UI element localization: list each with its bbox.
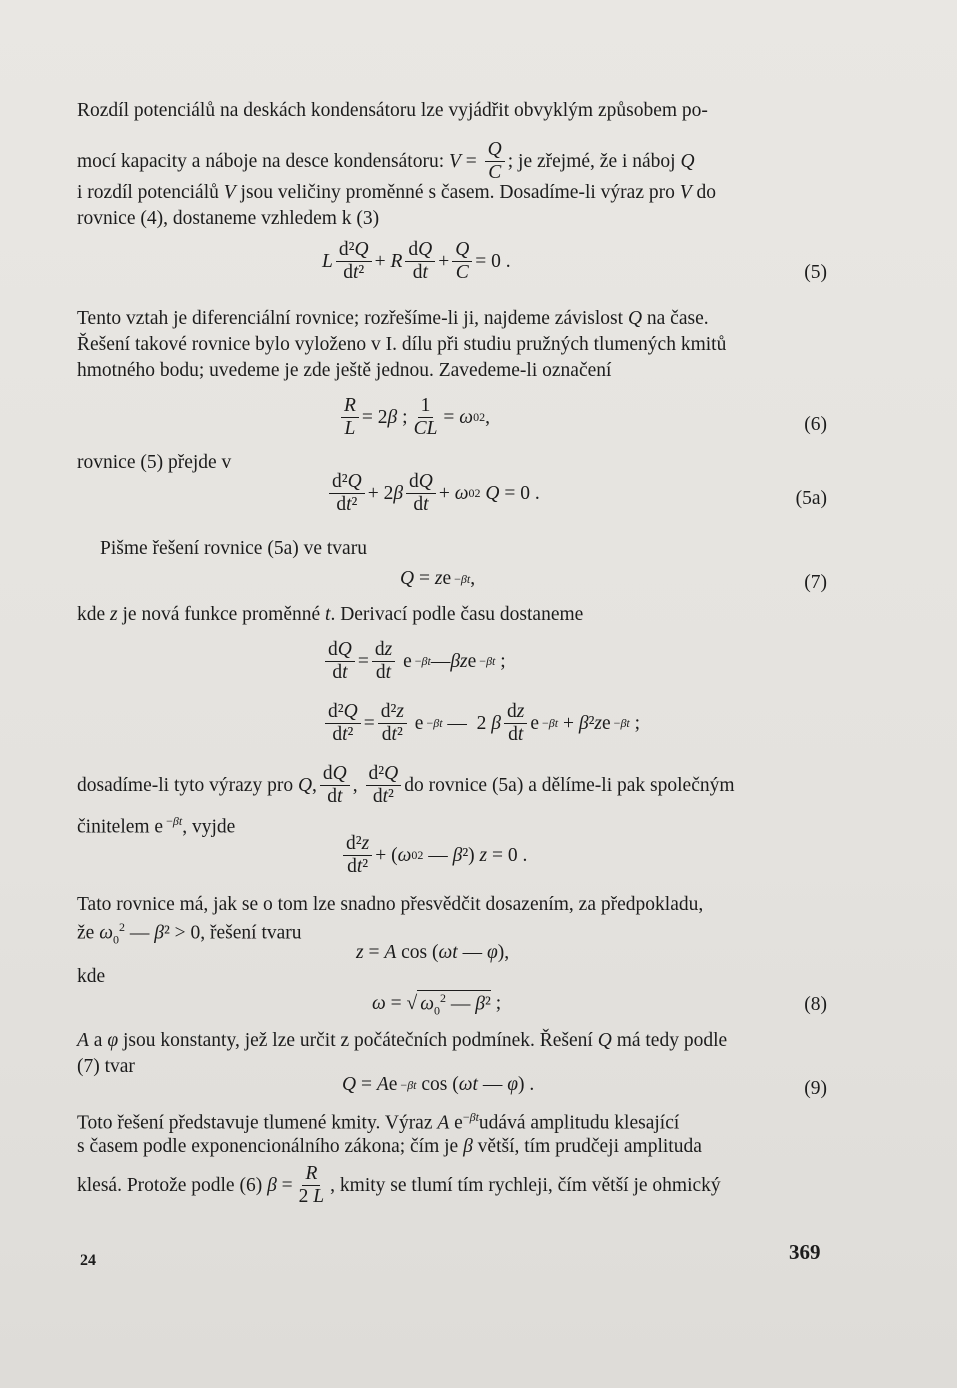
text-line: Toto řešení představuje tlumené kmity. Výraz A $e^{-\beta t}udává$ amplitudu klesající (77, 1110, 680, 1134)
equation-number-5: (5) (804, 262, 827, 283)
text-line: Pišme řešení rovnice (5a) ve tvaru (100, 538, 367, 559)
equation-number-8: (8) (804, 994, 827, 1015)
text-line: Řešení takové rovnice bylo vyloženo v I. dílu při studiu pružných tlumených kmitů (77, 334, 727, 355)
text-line: i rozdíl potenciálů V jsou veličiny proměnné s časem. Dosadíme-li výraz pro V do (77, 182, 717, 203)
text-line: činitelem e $^{-\beta t}$, vyjde (77, 814, 236, 838)
text-line: kde (77, 966, 106, 987)
text-line: že $\omega_0^2$ — β² > 0, řešení tvaru (77, 920, 302, 947)
equation-5: L $\frac{\text{d²Q}}{\text{dt²}}$ + R $\frac{dQ}{dt}$ + $\frac{Q}{C}$ = 0 . (322, 239, 511, 283)
text-line: klesá. Protože podle (6) β = $\frac{R}{2 L}$ , kmity se tlumí tím rychleji, čím větší je ohmický (77, 1163, 721, 1207)
text-line: Tato rovnice má, jak se o tom lze snadno přesvědčit dosazením, za předpokladu, (77, 894, 704, 915)
equation-number-9: (9) (804, 1078, 827, 1099)
solution-z-equation: z = A cos ( ωt — φ ), (356, 942, 510, 963)
equation-number-5a: (5a) (795, 488, 827, 509)
text-line: rovnice (5) přejde v (77, 452, 232, 473)
text-line: s časem podle exponencionálního zákona; čím je β větší, tím prudčeji amplituda (77, 1136, 702, 1157)
second-derivative-equation: $\frac{\text{d²Q}}{\text{dt²}}$ = $\frac{\text{d²z}}{\text{dt²}}$ e −βt — 2 β $\frac{dz}{dt}$ e −βt + β ² z e −βt ; (322, 702, 640, 745)
text-line: (7) tvar (77, 1056, 135, 1077)
equation-number-6: (6) (804, 414, 827, 435)
text-line: Rozdíl potenciálů na deskách kondensátoru lze vyjádřit obvyklým způsobem po- (77, 100, 708, 121)
text-line: mocí kapacity a náboje na desce kondensátoru: V = $\frac{Q}{C}$ ; je zřejmé, že i náboj Q (77, 139, 695, 183)
equation-6: $\frac{R}{L}$ = 2 β ; $\frac{1}{CL}$ = ω 0 2 , (338, 396, 490, 439)
signature-mark: 24 (80, 1252, 96, 1269)
text-line: kde z je nová funkce proměnné t. Derivací podle času dostaneme (77, 604, 584, 625)
equation-8: ω = √ $\omega_0^2$ — β² ; (372, 991, 502, 1018)
text-line: A a φ jsou konstanty, jež lze určit z počátečních podmínek. Řešení Q má tedy podle (77, 1030, 728, 1051)
text-line: hmotného bodu; uvedeme je zde ještě jednou. Zavedeme-li označení (77, 360, 612, 381)
first-derivative-equation: $\frac{dQ}{dt}$ = $\frac{dz}{dt}$ e −βt — βz e −βt ; (322, 640, 506, 683)
page-number: 369 (789, 1240, 821, 1264)
equation-5a: $\frac{\text{d²Q}}{\text{dt²}}$ + 2 β $\frac{dQ}{dt}$ + ω 0 2 Q = 0 . (326, 472, 540, 515)
equation-9: Q = A e −βt cos ( ωt — φ ) . (342, 1074, 535, 1095)
text-line: Tento vztah je diferenciální rovnice; rozřešíme-li ji, najdeme závislost Q na čase. (77, 308, 709, 329)
equation-number-7: (7) (804, 572, 827, 593)
reduced-equation: $\frac{\text{d²z}}{\text{dt²}}$ + ( ω 0 2 — β ²) z = 0 . (340, 834, 527, 877)
text-line: rovnice (4), dostaneme vzhledem k (3) (77, 208, 380, 229)
equation-7: Q = z e −βt , (400, 568, 476, 589)
text-line: dosadíme-li tyto výrazy pro Q , $\frac{dQ}{dt}$ , $\frac{\text{d²Q}}{\text{dt²}}$ do rovnice (5a) a dělíme-li pak společným (77, 763, 735, 807)
